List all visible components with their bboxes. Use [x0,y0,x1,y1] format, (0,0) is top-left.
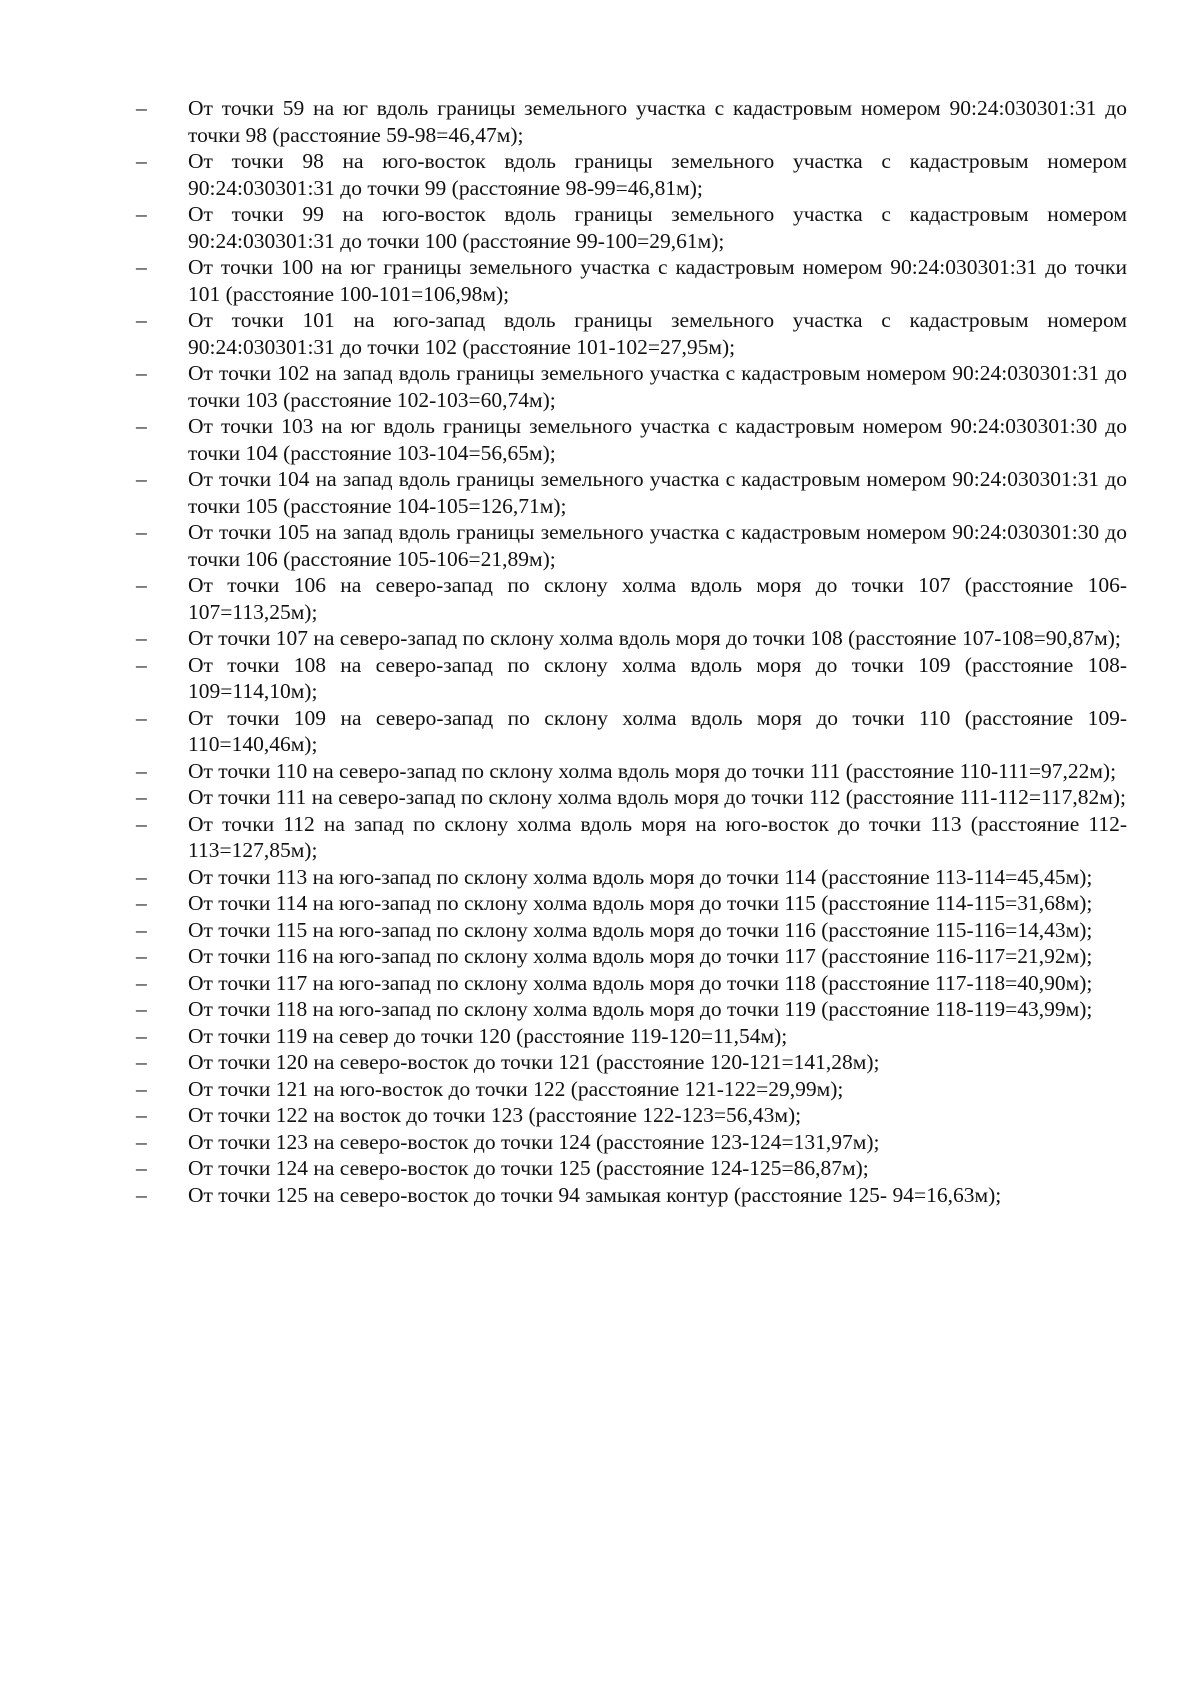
bullet-dash: – [136,891,147,915]
list-item [136,758,1127,785]
list-item-text: От точки 106 на северо-запад по склону холма вдоль моря до точки 107 (расстояние 106-107=113,25м); [188,573,1127,624]
list-item-text: От точки 125 на северо-восток до точки 94 замыкая контур (расстояние 125- 94=16,63м); [188,1182,1002,1207]
bullet-dash: – [136,970,147,995]
list-item [136,970,1127,997]
bullet-dash: – [136,520,147,544]
list-item [136,1023,1127,1050]
list-item-text: От точки 100 на юг границы земельного участка с кадастровым номером 90:24:030301:31 до точки 101 (расстояние 100-101=106,98м); [188,255,1127,306]
list-item-text: От точки 120 на северо-восток до точки 121 (расстояние 120-121=141,28м); [188,1050,880,1074]
list-item-text: От точки 108 на северо-запад по склону холма вдоль моря до точки 109 (расстояние 108-109=114,10м); [188,652,1127,703]
bullet-dash: – [136,414,147,438]
list-item-text: От точки 114 на юго-запад по склону холма вдоль моря до точки 115 (расстояние 114-115=31,68м); [188,891,1093,915]
bullet-dash: – [136,149,147,173]
list-item [136,466,1127,519]
list-item-text: От точки 121 на юго-восток до точки 122 (расстояние 121-122=29,99м); [188,1076,844,1101]
list-item [136,95,1127,148]
bullet-dash: – [136,1050,147,1074]
bullet-dash: – [136,1156,147,1180]
bullet-dash: – [136,811,147,836]
list-item [136,1102,1127,1129]
list-item-text: От точки 111 на северо-запад по склону холма вдоль моря до точки 112 (расстояние 111-112=117,82м); [188,785,1127,809]
list-item [136,625,1127,652]
list-item [136,413,1127,466]
list-item-text: От точки 123 на северо-восток до точки 124 (расстояние 123-124=131,97м); [188,1129,880,1154]
list-item-text: От точки 116 на юго-запад по склону холма вдоль моря до точки 117 (расстояние 116-117=21,92м); [188,944,1093,968]
list-item-text: От точки 101 на юго-запад вдоль границы земельного участка с кадастровым номером 90:24:030301:31 до точки 102 (расстояние 101-102=27,95м); [188,308,1127,359]
list-item-text: От точки 115 на юго-запад по склону холма вдоль моря до точки 116 (расстояние 115-116=14,43м); [188,917,1093,942]
list-item [136,254,1127,307]
bullet-dash: – [136,917,147,942]
bullet-dash: – [136,705,147,730]
list-item-text: От точки 103 на юг вдоль границы земельного участка с кадастровым номером 90:24:030301:30 до точки 104 (расстояние 103-104=56,65м); [188,414,1127,465]
list-item [136,1049,1127,1076]
list-item-text: От точки 119 на север до точки 120 (расстояние 119-120=11,54м); [188,1023,788,1048]
list-item [136,705,1127,758]
bullet-dash: – [136,758,147,783]
bullet-dash: – [136,1129,147,1154]
list-item-text: От точки 107 на северо-запад по склону холма вдоль моря до точки 108 (расстояние 107-108=90,87м); [188,626,1121,650]
bullet-dash: – [136,96,147,120]
list-item [136,784,1127,811]
list-item [136,996,1127,1023]
bullet-dash: – [136,573,147,597]
list-item [136,148,1127,201]
list-item [136,864,1127,891]
list-item-text: От точки 109 на северо-запад по склону холма вдоль моря до точки 110 (расстояние 109-110=140,46м); [188,705,1127,756]
boundary-description-list [136,95,1127,1208]
list-item [136,1129,1127,1156]
bullet-dash: – [136,361,147,385]
list-item [136,917,1127,944]
bullet-dash: – [136,1182,147,1207]
bullet-dash: – [136,864,147,889]
list-item-text: От точки 124 на северо-восток до точки 125 (расстояние 124-125=86,87м); [188,1156,869,1180]
list-item [136,1155,1127,1182]
list-item-text: От точки 122 на восток до точки 123 (расстояние 122-123=56,43м); [188,1103,802,1127]
bullet-dash: – [136,997,147,1021]
list-item-text: От точки 104 на запад вдоль границы земельного участка с кадастровым номером 90:24:030301:31 до точки 105 (расстояние 104-105=126,71м); [188,467,1127,518]
list-item [136,1182,1127,1209]
list-item-text: От точки 59 на юг вдоль границы земельного участка с кадастровым номером 90:24:030301:31 до точки 98 (расстояние 59-98=46,47м); [188,96,1127,147]
list-item [136,201,1127,254]
list-item [136,811,1127,864]
list-item-text: От точки 118 на юго-запад по склону холма вдоль моря до точки 119 (расстояние 118-119=43,99м); [188,997,1093,1021]
list-item [136,1076,1127,1103]
bullet-dash: – [136,1103,147,1127]
list-item-text: От точки 112 на запад по склону холма вдоль моря на юго-восток до точки 113 (расстояние 112-113=127,85м); [188,811,1127,862]
bullet-dash: – [136,467,147,491]
list-item-text: От точки 110 на северо-запад по склону холма вдоль моря до точки 111 (расстояние 110-111=97,22м); [188,758,1117,783]
list-item-text: От точки 98 на юго-восток вдоль границы земельного участка с кадастровым номером 90:24:030301:31 до точки 99 (расстояние 98-99=46,81м); [188,149,1127,200]
list-item-text: От точки 105 на запад вдоль границы земельного участка с кадастровым номером 90:24:030301:30 до точки 106 (расстояние 105-106=21,89м); [188,520,1127,571]
list-item [136,307,1127,360]
list-item-text: От точки 99 на юго-восток вдоль границы земельного участка с кадастровым номером 90:24:030301:31 до точки 100 (расстояние 99-100=29,61м); [188,202,1127,253]
bullet-dash: – [136,255,147,279]
list-item [136,519,1127,572]
bullet-dash: – [136,202,147,226]
list-item-text: От точки 113 на юго-запад по склону холма вдоль моря до точки 114 (расстояние 113-114=45,45м); [188,864,1093,889]
list-item-text: От точки 102 на запад вдоль границы земельного участка с кадастровым номером 90:24:030301:31 до точки 103 (расстояние 102-103=60,74м); [188,361,1127,412]
bullet-dash: – [136,652,147,677]
list-item-text: От точки 117 на юго-запад по склону холма вдоль моря до точки 118 (расстояние 117-118=40,90м); [188,970,1093,995]
bullet-dash: – [136,1023,147,1048]
list-item [136,652,1127,705]
bullet-dash: – [136,626,147,650]
list-item [136,572,1127,625]
bullet-dash: – [136,308,147,332]
list-item [136,360,1127,413]
bullet-dash: – [136,1076,147,1101]
list-item [136,943,1127,970]
bullet-dash: – [136,944,147,968]
list-item [136,890,1127,917]
bullet-dash: – [136,785,147,809]
